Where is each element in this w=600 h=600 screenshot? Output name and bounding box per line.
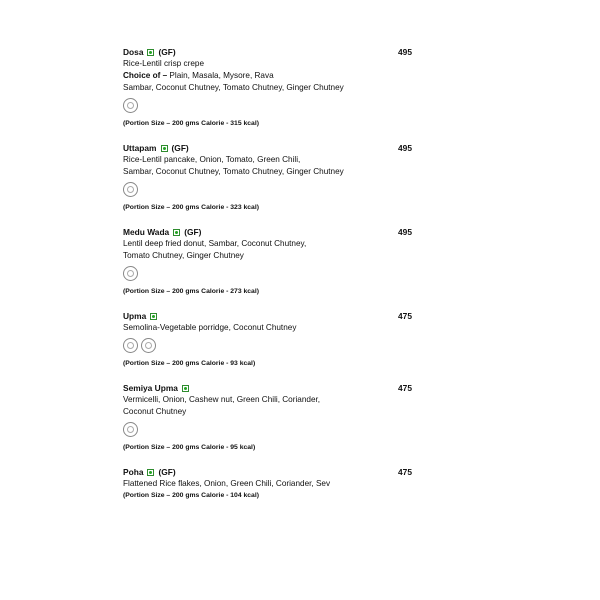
certification-badges	[123, 98, 413, 115]
item-price: 495	[398, 47, 412, 57]
item-accompaniments: Sambar, Coconut Chutney, Tomato Chutney, Ginger Chutney	[123, 83, 344, 92]
item-description: Semolina-Vegetable porridge, Coconut Chutney	[123, 323, 297, 332]
item-price: 475	[398, 383, 412, 393]
certification-seal-icon	[123, 338, 138, 353]
item-name-row	[123, 310, 413, 322]
item-name-row	[123, 142, 413, 154]
certification-seal-icon	[123, 182, 138, 197]
menu-item-upma	[123, 310, 413, 369]
item-description: Flattened Rice flakes, Onion, Green Chili, Coriander, Sev	[123, 479, 331, 488]
item-price: 475	[398, 467, 412, 477]
portion-info: (Portion Size – 200 gms Calorie - 104 kcal)	[123, 492, 259, 499]
portion-info: (Portion Size – 200 gms Calorie - 323 kcal)	[123, 204, 259, 211]
item-price: 495	[398, 143, 412, 153]
item-name: Upma	[123, 311, 147, 321]
gluten-free-tag: (GF)	[158, 467, 176, 477]
item-name: Semiya Upma	[123, 383, 178, 393]
item-name-row	[123, 382, 413, 394]
menu-item-semiya-upma	[123, 382, 413, 453]
gluten-free-tag: (GF)	[184, 227, 202, 237]
item-name: Poha	[123, 467, 144, 477]
choice-options: Plain, Masala, Mysore, Rava	[167, 71, 274, 80]
certification-seal-icon	[141, 338, 156, 353]
portion-info: (Portion Size – 200 gms Calorie - 273 kcal)	[123, 288, 259, 295]
portion-info: (Portion Size – 200 gms Calorie - 93 kcal)	[123, 360, 256, 367]
veg-mark-icon	[147, 49, 154, 56]
item-name: Medu Wada	[123, 227, 170, 237]
item-name-row	[123, 226, 413, 238]
choice-label: Choice of –	[123, 71, 168, 80]
veg-mark-icon	[147, 469, 154, 476]
menu-item-uttapam	[123, 142, 413, 213]
item-name-row	[123, 46, 413, 58]
veg-mark-icon	[150, 313, 157, 320]
menu-item-dosa	[123, 46, 413, 129]
item-description: Coconut Chutney	[123, 407, 187, 416]
portion-info: (Portion Size – 200 gms Calorie - 95 kcal)	[123, 444, 256, 451]
certification-seal-icon	[123, 266, 138, 281]
certification-seal-icon	[123, 98, 138, 113]
item-price: 475	[398, 311, 412, 321]
certification-seal-icon	[123, 422, 138, 437]
menu-section	[123, 46, 413, 501]
item-price: 495	[398, 227, 412, 237]
item-description: Lentil deep fried donut, Sambar, Coconut Chutney,	[123, 239, 307, 248]
certification-badges	[123, 266, 413, 283]
gluten-free-tag: (GF)	[158, 47, 176, 57]
item-description: Rice-Lentil crisp crepe	[123, 59, 204, 68]
portion-info: (Portion Size – 200 gms Calorie - 315 kcal)	[123, 120, 259, 127]
item-name: Uttapam	[123, 143, 157, 153]
veg-mark-icon	[161, 145, 168, 152]
item-description: Rice-Lentil pancake, Onion, Tomato, Green Chili,	[123, 155, 301, 164]
item-name-row	[123, 466, 413, 478]
item-description: Tomato Chutney, Ginger Chutney	[123, 251, 244, 260]
item-name: Dosa	[123, 47, 144, 57]
veg-mark-icon	[182, 385, 189, 392]
certification-badges	[123, 422, 413, 439]
item-description: Vermicelli, Onion, Cashew nut, Green Chili, Coriander,	[123, 395, 321, 404]
certification-badges	[123, 338, 413, 355]
item-description: Sambar, Coconut Chutney, Tomato Chutney, Ginger Chutney	[123, 167, 344, 176]
certification-badges	[123, 182, 413, 199]
gluten-free-tag: (GF)	[171, 143, 189, 153]
menu-item-medu-wada	[123, 226, 413, 297]
menu-item-poha	[123, 466, 413, 501]
item-choice	[123, 70, 413, 82]
veg-mark-icon	[173, 229, 180, 236]
